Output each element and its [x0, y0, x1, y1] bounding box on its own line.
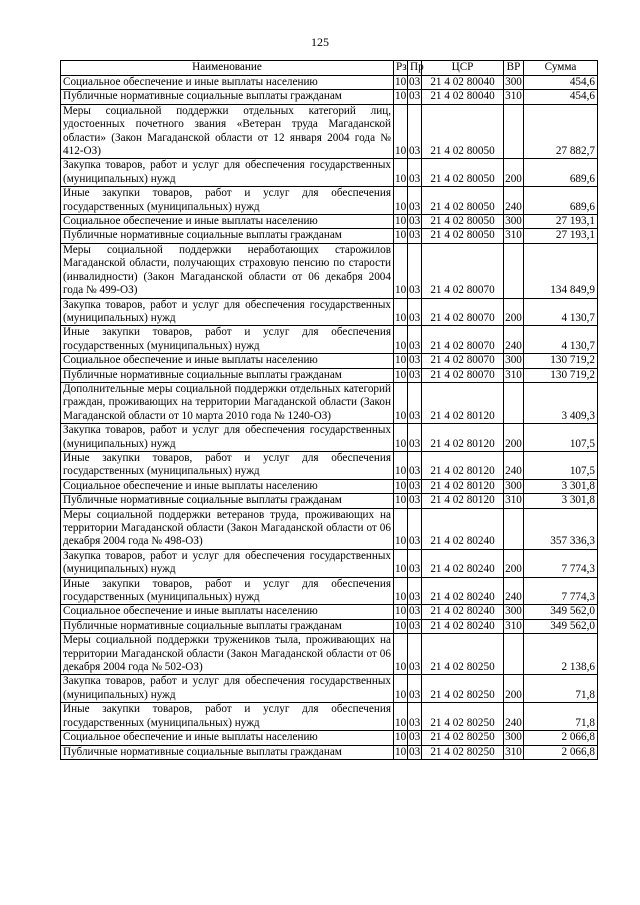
table-row [61, 451, 598, 479]
column-header-pr: Пр [408, 61, 422, 76]
cell-vr: 200 [504, 424, 524, 452]
page-number: 125 [311, 35, 329, 49]
cell-pr: 03 [409, 354, 421, 367]
table-row [61, 605, 598, 619]
cell-sum: 4 130,7 [524, 326, 598, 354]
cell-rz: 10 [394, 634, 408, 675]
cell-vr: 200 [504, 159, 524, 187]
cell-csr: 21 4 02 80050 [422, 215, 504, 229]
table-row [61, 215, 598, 229]
cell-name: Закупка товаров, работ и услуг для обеспечения государственных (муниципальных) нужд [61, 159, 394, 187]
table-row [61, 675, 598, 703]
cell-pr: 03 [408, 549, 422, 577]
cell-sum: 689,6 [524, 187, 598, 215]
cell-csr: 21 4 02 80250 [422, 675, 504, 703]
cell-sum: 454,6 [524, 90, 598, 104]
cell-csr: 21 4 02 80070 [422, 298, 504, 326]
cell-sum: 134 849,9 [524, 243, 598, 298]
cell-pr: 03 [408, 577, 422, 605]
cell-vr: 300 [505, 479, 522, 492]
cell-vr [504, 508, 524, 549]
cell-name: Закупка товаров, работ и услуг для обеспечения государственных (муниципальных) нужд [61, 675, 394, 703]
cell-pr: 03 [409, 76, 421, 88]
cell-vr: 240 [504, 187, 524, 215]
cell-rz: 10 [395, 731, 407, 744]
cell-sum: 27 193,1 [524, 229, 598, 243]
cell-sum: 71,8 [524, 703, 598, 731]
cell-rz: 10 [394, 675, 408, 703]
cell-vr: 240 [504, 577, 524, 605]
cell-pr: 03 [409, 731, 421, 744]
cell-rz: 10 [394, 577, 408, 605]
cell-rz: 10 [394, 159, 408, 187]
cell-rz: 10 [394, 326, 408, 354]
cell-sum: 71,8 [524, 675, 598, 703]
cell-pr: 03 [408, 424, 422, 452]
cell-csr: 21 4 02 80250 [422, 745, 504, 759]
table-row [61, 577, 598, 605]
table-row [61, 382, 598, 423]
cell-rz: 10 [395, 354, 407, 367]
cell-sum: 107,5 [524, 451, 598, 479]
cell-vr: 310 [505, 229, 522, 242]
cell-rz: 10 [395, 745, 407, 758]
cell-sum: 349 562,0 [524, 619, 598, 633]
table-row [61, 634, 598, 675]
cell-name: Публичные нормативные социальные выплаты гражданам [61, 745, 394, 759]
cell-rz: 10 [394, 508, 408, 549]
cell-rz: 10 [395, 494, 407, 507]
cell-csr: 21 4 02 80250 [422, 703, 504, 731]
table-header-row [61, 61, 598, 76]
cell-csr: 21 4 02 80050 [422, 229, 504, 243]
cell-name: Публичные нормативные социальные выплаты гражданам [61, 90, 394, 104]
cell-rz: 10 [394, 298, 408, 326]
cell-csr: 21 4 02 80040 [422, 90, 504, 104]
cell-name: Меры социальной поддержки отдельных категорий лиц, удостоенных почетного звания «Ветеран труда Магаданской области» (Закон Магаданской области от 12 января 2004 года № 412-ОЗ) [61, 104, 394, 159]
cell-sum: 357 336,3 [524, 508, 598, 549]
cell-vr: 200 [504, 675, 524, 703]
table-row [61, 76, 598, 90]
cell-pr: 03 [408, 508, 422, 549]
cell-sum: 107,5 [524, 424, 598, 452]
cell-pr: 03 [408, 187, 422, 215]
cell-rz: 10 [394, 382, 408, 423]
table-row [61, 745, 598, 759]
cell-vr: 310 [505, 745, 522, 758]
cell-csr: 21 4 02 80240 [422, 619, 504, 633]
cell-sum: 3 301,8 [524, 479, 598, 493]
cell-rz: 10 [395, 76, 407, 88]
table-row [61, 731, 598, 745]
cell-sum: 454,6 [524, 76, 598, 90]
table-row [61, 703, 598, 731]
cell-csr: 21 4 02 80240 [422, 577, 504, 605]
cell-pr: 03 [409, 605, 421, 618]
cell-pr: 03 [408, 298, 422, 326]
cell-csr: 21 4 02 80240 [422, 549, 504, 577]
column-header-csr: ЦСР [422, 61, 504, 76]
cell-csr: 21 4 02 80240 [422, 605, 504, 619]
table-row [61, 104, 598, 159]
cell-pr: 03 [408, 104, 422, 159]
cell-csr: 21 4 02 80250 [422, 731, 504, 745]
cell-rz: 10 [394, 104, 408, 159]
table-row [61, 494, 598, 508]
cell-name: Социальное обеспечение и иные выплаты населению [61, 479, 394, 493]
cell-name: Социальное обеспечение и иные выплаты населению [61, 354, 394, 368]
cell-vr: 240 [504, 451, 524, 479]
cell-name: Иные закупки товаров, работ и услуг для обеспечения государственных (муниципальных) нужд [61, 577, 394, 605]
cell-vr: 200 [504, 549, 524, 577]
cell-name: Социальное обеспечение и иные выплаты населению [61, 76, 394, 90]
cell-vr [504, 382, 524, 423]
table-row [61, 90, 598, 104]
cell-rz: 10 [394, 451, 408, 479]
cell-pr: 03 [408, 243, 422, 298]
cell-rz: 10 [394, 243, 408, 298]
cell-rz: 10 [395, 619, 407, 632]
cell-csr: 21 4 02 80070 [422, 354, 504, 368]
cell-pr: 03 [408, 159, 422, 187]
cell-name: Публичные нормативные социальные выплаты гражданам [61, 368, 394, 382]
cell-csr: 21 4 02 80070 [422, 243, 504, 298]
cell-name: Закупка товаров, работ и услуг для обеспечения государственных (муниципальных) нужд [61, 424, 394, 452]
cell-rz: 10 [395, 368, 407, 381]
cell-sum: 7 774,3 [524, 577, 598, 605]
cell-pr: 03 [409, 494, 421, 507]
cell-name: Публичные нормативные социальные выплаты гражданам [61, 494, 394, 508]
cell-name: Социальное обеспечение и иные выплаты населению [61, 215, 394, 229]
cell-sum: 27 193,1 [524, 215, 598, 229]
cell-csr: 21 4 02 80050 [422, 187, 504, 215]
cell-rz: 10 [395, 215, 407, 228]
table-row [61, 187, 598, 215]
cell-name: Дополнительные меры социальной поддержки отдельных категорий граждан, проживающих на территории Магаданской области (Закон Магаданской области от 10 марта 2010 года № 1240-ОЗ) [61, 382, 394, 423]
cell-vr: 310 [505, 619, 522, 632]
cell-csr: 21 4 02 80240 [422, 508, 504, 549]
cell-vr: 300 [505, 354, 522, 367]
cell-sum: 349 562,0 [524, 605, 598, 619]
cell-sum: 2 066,8 [524, 745, 598, 759]
cell-sum: 3 301,8 [524, 494, 598, 508]
budget-table [60, 60, 598, 760]
cell-name: Иные закупки товаров, работ и услуг для обеспечения государственных (муниципальных) нужд [61, 326, 394, 354]
cell-vr: 300 [505, 76, 522, 88]
cell-rz: 10 [395, 90, 407, 103]
cell-sum: 130 719,2 [524, 368, 598, 382]
cell-name: Иные закупки товаров, работ и услуг для обеспечения государственных (муниципальных) нужд [61, 187, 394, 215]
cell-vr: 240 [504, 326, 524, 354]
table-row [61, 368, 598, 382]
cell-name: Меры социальной поддержки тружеников тыла, проживающих на территории Магаданской области (Закон Магаданской области от 06 декабря 2004 года № 502-ОЗ) [61, 634, 394, 675]
cell-csr: 21 4 02 80120 [422, 424, 504, 452]
table-row [61, 229, 598, 243]
cell-name: Социальное обеспечение и иные выплаты населению [61, 605, 394, 619]
cell-pr: 03 [408, 382, 422, 423]
table-row [61, 354, 598, 368]
cell-csr: 21 4 02 80120 [422, 451, 504, 479]
cell-name: Закупка товаров, работ и услуг для обеспечения государственных (муниципальных) нужд [61, 298, 394, 326]
cell-pr: 03 [409, 479, 421, 492]
cell-name: Закупка товаров, работ и услуг для обеспечения государственных (муниципальных) нужд [61, 549, 394, 577]
cell-pr: 03 [408, 634, 422, 675]
cell-pr: 03 [408, 451, 422, 479]
cell-vr: 300 [505, 215, 522, 228]
cell-rz: 10 [394, 187, 408, 215]
cell-rz: 10 [394, 703, 408, 731]
table-row [61, 159, 598, 187]
cell-vr: 300 [505, 605, 522, 618]
cell-csr: 21 4 02 80250 [422, 634, 504, 675]
cell-pr: 03 [409, 229, 421, 242]
table-row [61, 549, 598, 577]
cell-vr: 300 [505, 731, 522, 744]
cell-pr: 03 [409, 745, 421, 758]
cell-sum: 2 138,6 [524, 634, 598, 675]
cell-rz: 10 [395, 605, 407, 618]
table-row [61, 243, 598, 298]
cell-vr [504, 243, 524, 298]
cell-vr [504, 104, 524, 159]
table-body [61, 76, 598, 760]
cell-csr: 21 4 02 80120 [422, 479, 504, 493]
cell-sum: 4 130,7 [524, 298, 598, 326]
cell-csr: 21 4 02 80120 [422, 494, 504, 508]
cell-name: Меры социальной поддержки неработающих старожилов Магаданской области, получающих страховую пенсию по старости (инвалидности) (Закон Магаданской области от 06 декабря 2004 года № 499-ОЗ) [61, 243, 394, 298]
cell-rz: 10 [395, 479, 407, 492]
cell-sum: 7 774,3 [524, 549, 598, 577]
table-row [61, 619, 598, 633]
cell-pr: 03 [409, 368, 421, 381]
cell-csr: 21 4 02 80050 [422, 159, 504, 187]
cell-pr: 03 [408, 703, 422, 731]
cell-csr: 21 4 02 80050 [422, 104, 504, 159]
column-header-vr: ВР [504, 61, 524, 76]
cell-name: Иные закупки товаров, работ и услуг для обеспечения государственных (муниципальных) нужд [61, 451, 394, 479]
cell-vr: 310 [505, 494, 522, 507]
table-row [61, 298, 598, 326]
cell-pr: 03 [408, 675, 422, 703]
column-header-sum: Сумма [524, 61, 598, 76]
cell-vr: 240 [504, 703, 524, 731]
cell-vr [504, 634, 524, 675]
cell-name: Социальное обеспечение и иные выплаты населению [61, 731, 394, 745]
cell-csr: 21 4 02 80040 [422, 76, 504, 90]
column-header-rz: Рз [394, 61, 408, 76]
table-row [61, 479, 598, 493]
cell-name: Иные закупки товаров, работ и услуг для обеспечения государственных (муниципальных) нужд [61, 703, 394, 731]
cell-name: Публичные нормативные социальные выплаты гражданам [61, 619, 394, 633]
cell-sum: 130 719,2 [524, 354, 598, 368]
cell-csr: 21 4 02 80070 [422, 326, 504, 354]
cell-name: Меры социальной поддержки ветеранов труда, проживающих на территории Магаданской области (Закон Магаданской области от 06 декабря 2004 года № 498-ОЗ) [61, 508, 394, 549]
cell-sum: 3 409,3 [524, 382, 598, 423]
cell-vr: 310 [505, 90, 522, 103]
cell-sum: 27 882,7 [524, 104, 598, 159]
cell-vr: 310 [505, 368, 522, 381]
cell-name: Публичные нормативные социальные выплаты гражданам [61, 229, 394, 243]
cell-csr: 21 4 02 80120 [422, 382, 504, 423]
table-row [61, 424, 598, 452]
cell-rz: 10 [395, 229, 407, 242]
cell-pr: 03 [409, 215, 421, 228]
cell-sum: 2 066,8 [524, 731, 598, 745]
cell-vr: 200 [504, 298, 524, 326]
cell-pr: 03 [409, 90, 421, 103]
column-header-name: Наименование [61, 61, 394, 76]
cell-pr: 03 [409, 619, 421, 632]
table-row [61, 508, 598, 549]
table-row [61, 326, 598, 354]
cell-csr: 21 4 02 80070 [422, 368, 504, 382]
cell-rz: 10 [394, 424, 408, 452]
cell-sum: 689,6 [524, 159, 598, 187]
cell-pr: 03 [408, 326, 422, 354]
cell-rz: 10 [394, 549, 408, 577]
